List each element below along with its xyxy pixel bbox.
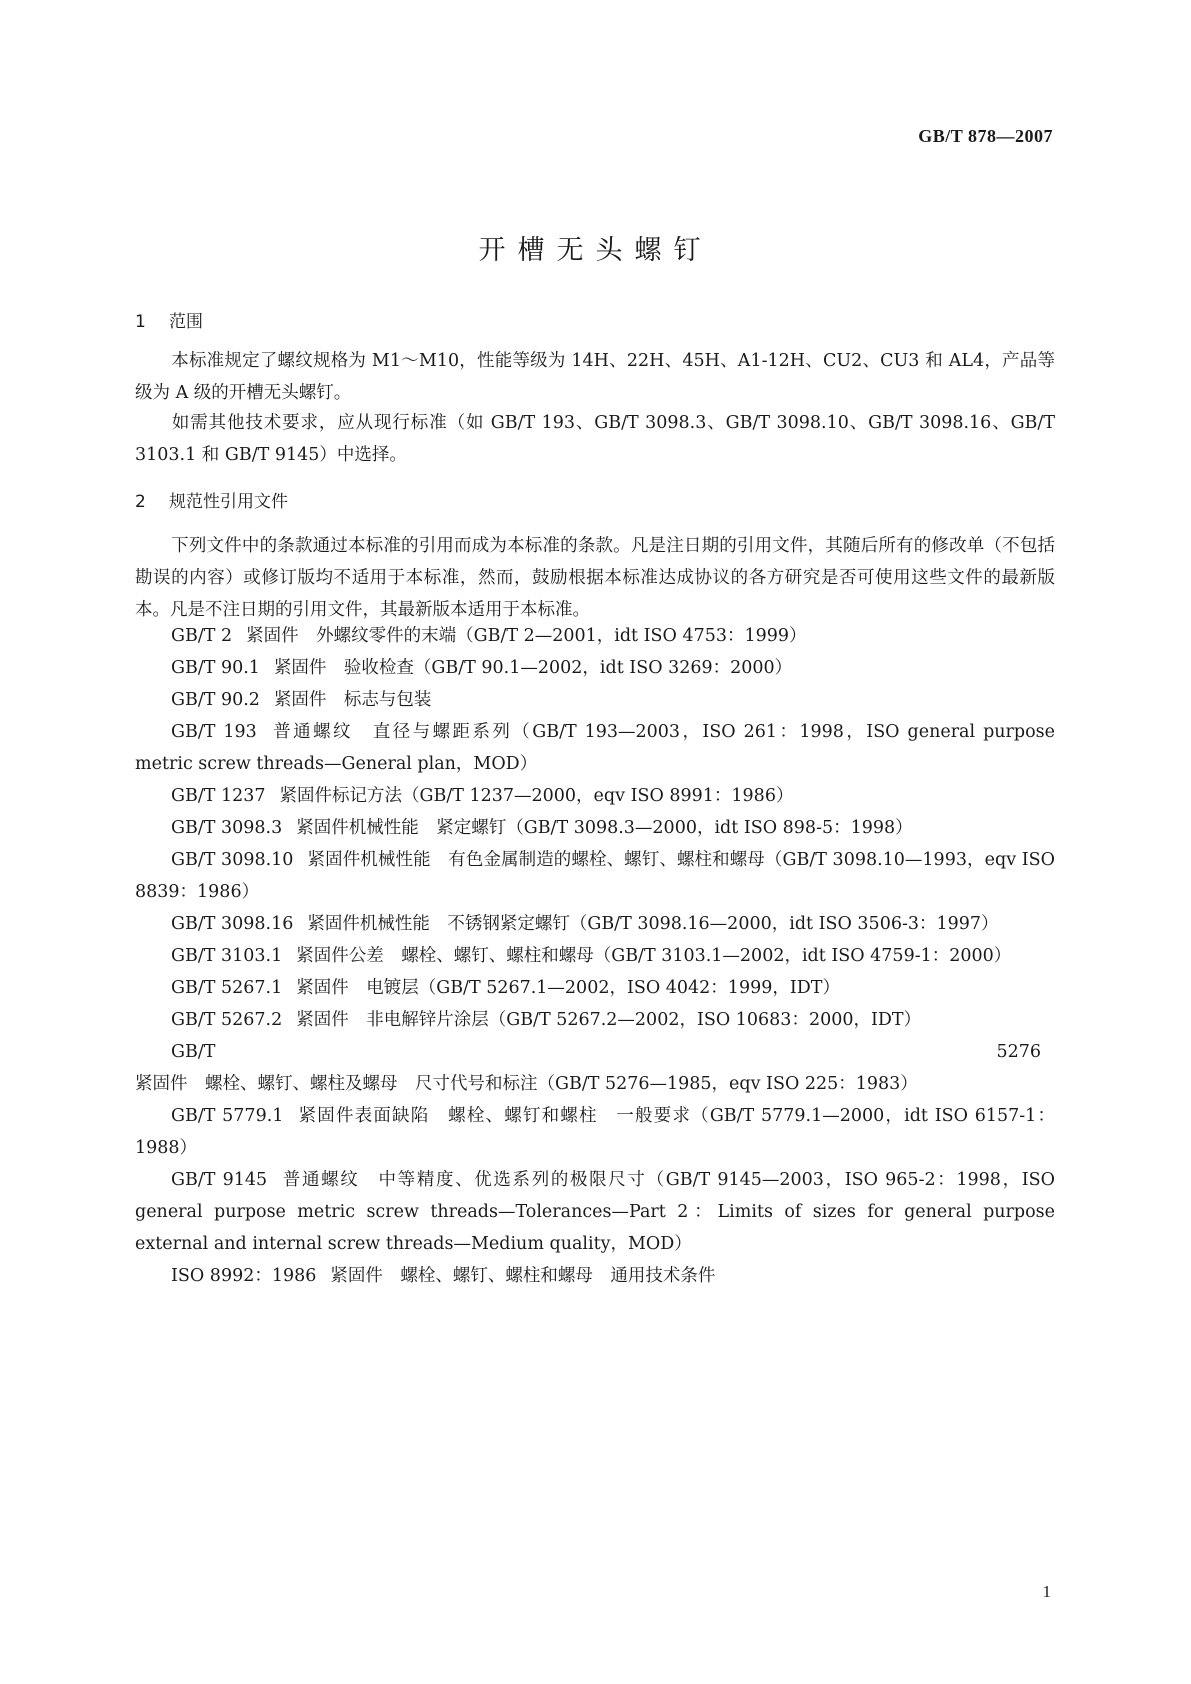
section-1-number: 1 [135, 312, 146, 332]
section-2-title: 规范性引用文件 [169, 492, 288, 512]
reference-code: GB/T 3098.10 [171, 850, 294, 870]
reference-item [135, 844, 1055, 908]
reference-item [135, 1100, 1055, 1164]
reference-item [135, 1036, 1055, 1100]
reference-title: 紧固件机械性能 有色金属制造的螺栓、螺钉、螺柱和螺母（GB/T 3098.10—1993，eqv ISO 8839：1986） [135, 850, 1055, 902]
reference-item [135, 1004, 1055, 1036]
reference-title: 紧固件 标志与包装 [273, 690, 432, 710]
reference-code: GB/T 90.2 [171, 690, 260, 710]
page-number: 1 [1042, 1582, 1051, 1601]
reference-title: 紧固件 螺栓、螺钉、螺柱及螺母 尺寸代号和标注（GB/T 5276—1985，eqv ISO 225：1983） [135, 1074, 918, 1094]
reference-item [135, 1164, 1055, 1260]
scope-paragraph-1-text: 本标准规定了螺纹规格为 M1～M10，性能等级为 14H、22H、45H、A1-12H、CU2、CU3 和 AL4，产品等级为 A 级的开槽无头螺钉。 [135, 351, 1055, 403]
section-1-title: 范围 [169, 312, 203, 332]
reference-code: ISO 8992：1986 [171, 1266, 317, 1286]
reference-code: GB/T 3098.16 [171, 914, 294, 934]
section-1-heading [135, 307, 203, 332]
scope-paragraph-2-text: 如需其他技术要求，应从现行标准（如 GB/T 193、GB/T 3098.3、GB/T 3098.10、GB/T 3098.16、GB/T 3103.1 和 GB/T 9145）中选择。 [135, 413, 1055, 465]
reference-item [135, 908, 1055, 940]
reference-title: 紧固件 非电解锌片涂层（GB/T 5267.2—2002，ISO 10683：2000，IDT） [296, 1010, 922, 1030]
references-intro [135, 530, 1055, 626]
reference-code: GB/T 5276 [171, 1042, 1041, 1062]
reference-code: GB/T 5779.1 [171, 1106, 284, 1126]
reference-title: 普通螺纹 中等精度、优选系列的极限尺寸（GB/T 9145—2003，ISO 965-2：1998，ISO general purpose metric screw threads—Tolerances—Part 2：Limits of sizes for general purpose external and internal screw threads—Medium quality，MOD） [135, 1170, 1055, 1254]
reference-title: 紧固件 电镀层（GB/T 5267.1—2002，ISO 4042：1999，IDT） [296, 978, 840, 998]
reference-item [135, 620, 1055, 652]
reference-item [135, 716, 1055, 780]
reference-code: GB/T 2 [171, 626, 233, 646]
reference-item [135, 1260, 1055, 1292]
reference-title: 紧固件机械性能 不锈钢紧定螺钉（GB/T 3098.16—2000，idt ISO 3506-3：1997） [307, 914, 999, 934]
reference-item [135, 652, 1055, 684]
reference-title: 紧固件表面缺陷 螺栓、螺钉和螺柱 一般要求（GB/T 5779.1—2000，idt ISO 6157-1：1988） [135, 1106, 1055, 1158]
reference-item [135, 780, 1055, 812]
reference-code: GB/T 5267.2 [171, 1010, 283, 1030]
scope-paragraph-1 [135, 345, 1055, 409]
reference-item [135, 972, 1055, 1004]
reference-title: 紧固件 螺栓、螺钉、螺柱和螺母 通用技术条件 [330, 1266, 716, 1286]
normative-references-list [135, 620, 1055, 1292]
scope-paragraph-2 [135, 407, 1055, 471]
reference-title: 紧固件机械性能 紧定螺钉（GB/T 3098.3—2000，idt ISO 898-5：1998） [296, 818, 913, 838]
reference-item [135, 684, 1055, 716]
reference-code: GB/T 1237 [171, 786, 266, 806]
reference-code: GB/T 193 [171, 722, 257, 742]
standard-code: GB/T 878—2007 [918, 126, 1053, 146]
document-title: 开槽无头螺钉 [478, 235, 713, 266]
reference-title: 紧固件 验收检查（GB/T 90.1—2002，idt ISO 3269：2000） [273, 658, 793, 678]
reference-code: GB/T 90.1 [171, 658, 260, 678]
reference-title: 紧固件标记方法（GB/T 1237—2000，eqv ISO 8991：1986） [279, 786, 794, 806]
section-2-heading [135, 487, 288, 512]
reference-code: GB/T 5267.1 [171, 978, 283, 998]
reference-item [135, 812, 1055, 844]
section-2-number: 2 [135, 492, 146, 512]
reference-title: 紧固件公差 螺栓、螺钉、螺柱和螺母（GB/T 3103.1—2002，idt ISO 4759-1：2000） [296, 946, 1012, 966]
reference-title: 紧固件 外螺纹零件的末端（GB/T 2—2001，idt ISO 4753：1999） [246, 626, 807, 646]
reference-item [135, 940, 1055, 972]
reference-code: GB/T 9145 [171, 1170, 268, 1190]
references-intro-text: 下列文件中的条款通过本标准的引用而成为本标准的条款。凡是注日期的引用文件，其随后所有的修改单（不包括勘误的内容）或修订版均不适用于本标准，然而，鼓励根据本标准达成协议的各方研究是否可使用这些文件的最新版本。凡是不注日期的引用文件，其最新版本适用于本标准。 [135, 536, 1055, 620]
reference-code: GB/T 3098.3 [171, 818, 283, 838]
reference-code: GB/T 3103.1 [171, 946, 283, 966]
reference-title: 普通螺纹 直径与螺距系列（GB/T 193—2003，ISO 261：1998，ISO general purpose metric screw threads—General plan，MOD） [135, 722, 1055, 774]
